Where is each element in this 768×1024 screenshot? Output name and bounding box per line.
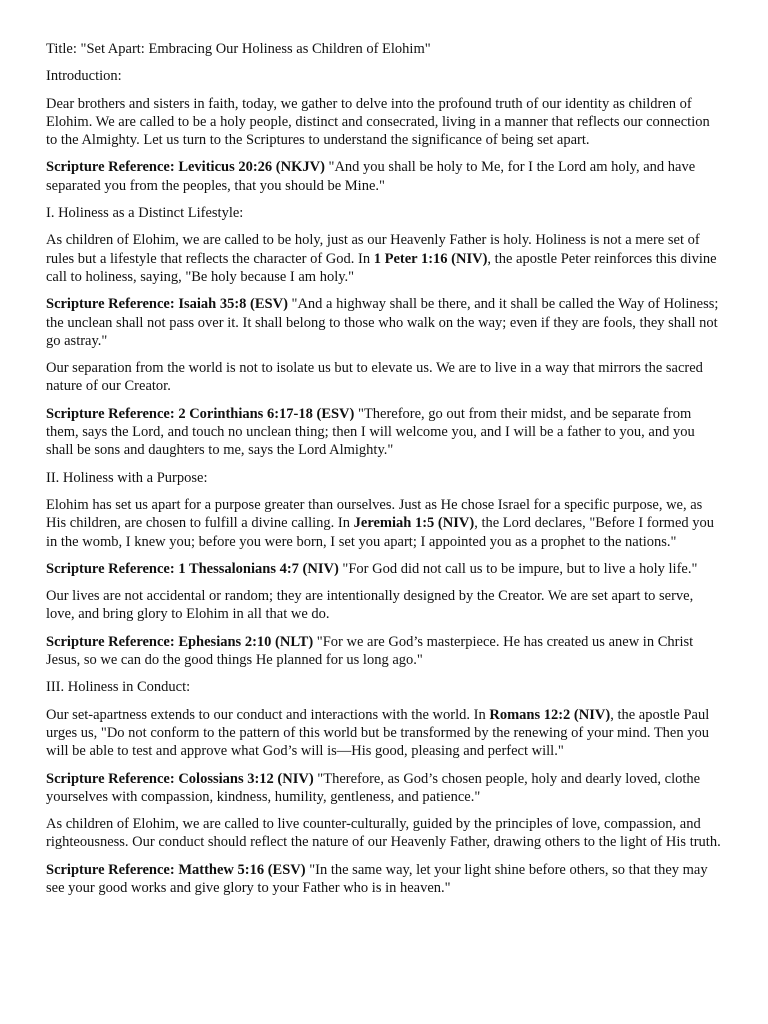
- scripture-reference-colossians: [46, 770, 722, 807]
- scripture-reference-matthew: [46, 861, 722, 898]
- document-title: Title: "Set Apart: Embracing Our Holiness as Children of Elohim": [46, 41, 431, 57]
- scripture-text: "For we are God’s masterpiece. He has created us anew in Christ Jesus, so we can do the good things He planned for us long ago.": [46, 633, 694, 669]
- scripture-reference-2-corinthians: [46, 405, 722, 460]
- paragraph-text: , the apostle Peter reinforces this divine call to holiness, saying, "Be holy because I am holy.": [46, 250, 717, 285]
- scripture-text: "And a highway shall be there, and it shall be called the Way of Holiness; the unclean shall not pass over it. It shall belong to those who walk on the way; even if they are fools, they shall not go astray.": [46, 296, 719, 349]
- section-1-paragraph-1: [46, 231, 722, 286]
- section-2-paragraph-1: [46, 496, 722, 551]
- inline-verse-reference: Romans 12:2 (NIV): [489, 706, 611, 723]
- inline-verse-reference: 1 Peter 1:16 (NIV): [373, 250, 488, 267]
- section-1-heading: I. Holiness as a Distinct Lifestyle:: [46, 205, 244, 222]
- paragraph-text: , the apostle Paul urges us, "Do not conform to the pattern of this world but be transformed by the renewing of your mind. Then you will be able to test and approve what God’s will is—His good, pleasing and perfect will.": [46, 706, 710, 760]
- scripture-text: "Therefore, as God’s chosen people, holy and dearly loved, clothe yourselves with compassion, kindness, humility, gentleness, and patience.": [46, 770, 701, 805]
- scripture-text: "Therefore, go out from their midst, and be separate from them, says the Lord, and touch no unclean thing; then I will welcome you, and I will be a father to you, and you shall be sons and daughters to me, says the Lord Almighty.": [46, 405, 695, 459]
- scripture-label: Scripture Reference: Leviticus 20:26 (NKJV): [46, 159, 325, 176]
- paragraph-text: Elohim has set us apart for a purpose greater than ourselves. Just as He chose Israel for a specific purpose, we, as His children, are chosen to fulfill a divine calling. In: [46, 496, 703, 532]
- section-2-heading: II. Holiness with a Purpose:: [46, 469, 208, 486]
- scripture-label: Scripture Reference: Matthew 5:16 (ESV): [46, 861, 306, 878]
- scripture-label: Scripture Reference: 1 Thessalonians 4:7 (NIV): [46, 560, 339, 577]
- scripture-reference-leviticus: [46, 158, 722, 195]
- paragraph-text: , the Lord declares, "Before I formed you in the womb, I knew you; before you were born, I set you apart; I appointed you as a prophet to the nations.": [46, 515, 715, 550]
- section-3-heading: III. Holiness in Conduct:: [46, 679, 191, 696]
- scripture-label: Scripture Reference: Isaiah 35:8 (ESV): [46, 296, 288, 313]
- scripture-label: Scripture Reference: Ephesians 2:10 (NLT): [46, 633, 314, 650]
- paragraph-text: As children of Elohim, we are called to be holy, just as our Heavenly Father is holy. Holiness is not a mere set of rules but a lifestyle that reflects the character of God. In: [46, 232, 700, 267]
- section-3-paragraph-2: As children of Elohim, we are called to live counter-culturally, guided by the principles of love, compassion, and righteousness. Our conduct should reflect the nature of our Heavenly Father, drawing others to the light of His truth.: [46, 816, 721, 851]
- intro-paragraph: Dear brothers and sisters in faith, today, we gather to delve into the profound truth of our identity as children of Elohim. We are called to be a holy people, distinct and consecrated, living in a manner that reflects our connection to the Almighty. Let us turn to the Scriptures to understand the significance of being set apart.: [46, 95, 710, 149]
- section-3-paragraph-1: [46, 706, 722, 761]
- scripture-text: "For God did not call us to be impure, but to live a holy life.": [338, 560, 698, 577]
- section-1-paragraph-2: Our separation from the world is not to isolate us but to elevate us. We are to live in a way that mirrors the sacred nature of our Creator.: [46, 360, 703, 395]
- introduction-heading: Introduction:: [46, 68, 122, 85]
- scripture-reference-1-thessalonians: [46, 560, 722, 578]
- scripture-reference-isaiah: [46, 295, 722, 350]
- inline-verse-reference: Jeremiah 1:5 (NIV): [353, 515, 475, 532]
- scripture-text: "In the same way, let your light shine before others, so that they may see your good works and give glory to your Father who is in heaven.": [46, 861, 708, 896]
- scripture-label: Scripture Reference: Colossians 3:12 (NIV): [46, 770, 314, 787]
- section-2-paragraph-2: Our lives are not accidental or random; they are intentionally designed by the Creator. We are set apart to serve, love, and bring glory to Elohim in all that we do.: [46, 588, 694, 623]
- scripture-reference-ephesians: [46, 633, 722, 670]
- paragraph-text: Our set-apartness extends to our conduct and interactions with the world. In: [46, 706, 490, 723]
- scripture-label: Scripture Reference: 2 Corinthians 6:17-18 (ESV): [46, 405, 355, 422]
- scripture-text: "And you shall be holy to Me, for I the Lord am holy, and have separated you from the peoples, that you should be Mine.": [46, 159, 696, 194]
